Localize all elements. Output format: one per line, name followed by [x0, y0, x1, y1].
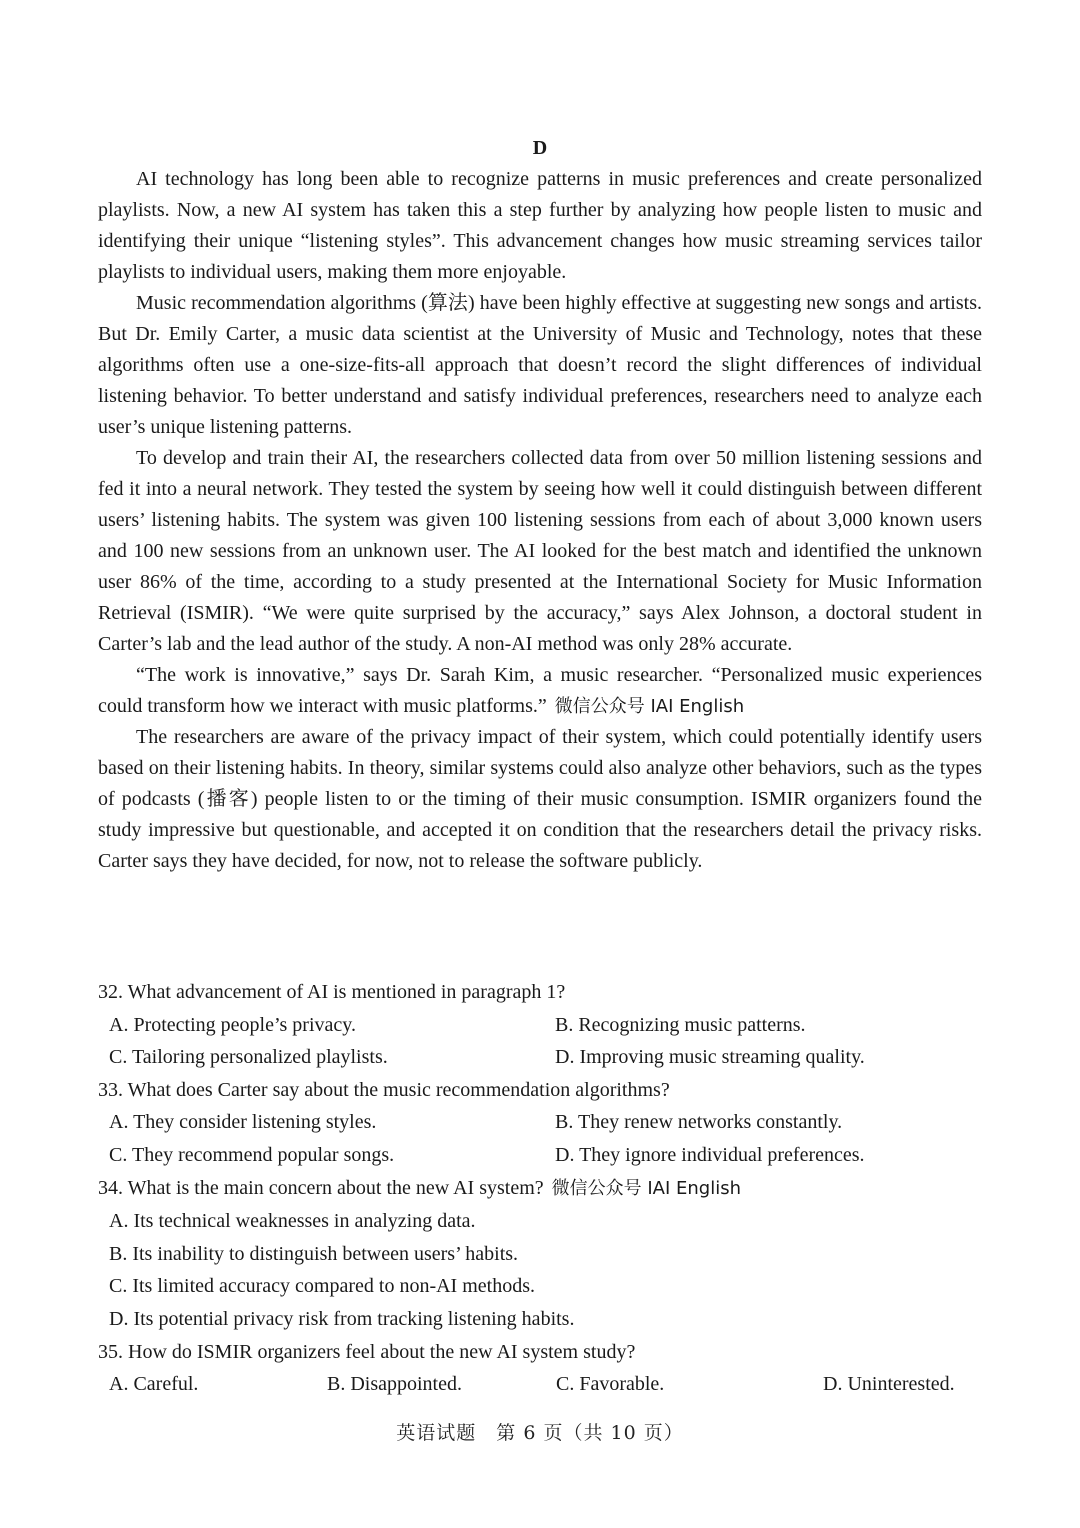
option-c: C. Tailoring personalized playlists. [109, 1046, 388, 1069]
paragraph-1: AI technology has long been able to recognize patterns in music preferences and create personalized playlists. Now, a new AI system has taken this a step further by analyzing how people listen to music and identifying their unique “listening styles”. This advancement changes how music streaming services tailor playlists to individual users, making them more enjoyable. [98, 168, 982, 283]
question-33 [98, 1074, 982, 1172]
watermark-text: 微信公众号 IAI English [551, 1177, 741, 1199]
paragraph-4-text: “The work is innovative,” says Dr. Sarah Kim, a music researcher. “Personalized music experiences could transform how we interact with music platforms.” [98, 664, 982, 717]
question-stem [98, 1172, 982, 1206]
option-d: D. Improving music streaming quality. [555, 1046, 865, 1069]
paragraph-5: The researchers are aware of the privacy impact of their system, which could potentially identify users based on their listening habits. In theory, similar systems could also analyze other behaviors, such as the types of podcasts (播客) people listen to or the timing of their music consumption. ISMIR organizers found the study impressive but questionable, and accepted it on condition that the researchers detail the privacy risks. Carter says they have decided, for now, not to release the software publicly. [98, 726, 982, 872]
option-a: A. Careful. [109, 1373, 199, 1396]
option-c: C. They recommend popular songs. [109, 1143, 395, 1166]
watermark-text: 微信公众号 IAI English [554, 696, 745, 717]
question-stem: 35. How do ISMIR organizers feel about the new AI system study? [98, 1340, 636, 1363]
option-a: A. Its technical weaknesses in analyzing data. [109, 1210, 476, 1233]
option-b: B. Its inability to distinguish between users’ habits. [109, 1242, 519, 1265]
question-32 [98, 976, 982, 1074]
section-title: D [532, 137, 548, 159]
question-stem: 32. What advancement of AI is mentioned in paragraph 1? [98, 981, 566, 1003]
option-d: D. They ignore individual preferences. [555, 1143, 865, 1166]
question-stem: 33. What does Carter say about the music recommendation algorithms? [98, 1078, 670, 1101]
page-footer: 英语试题 第 6 页（共 10 页） [396, 1422, 684, 1444]
option-a: A. They consider listening styles. [109, 1111, 377, 1134]
paragraph-2: Music recommendation algorithms (算法) have been highly effective at suggesting new songs and artists. But Dr. Emily Carter, a music data scientist at the University of Music and Technology, notes that these algorithms often use a one-size-fits-all approach that doesn’t record the slight differences of individual listening behavior. To better understand and satisfy individual preferences, researchers need to analyze each user’s unique listening patterns. [98, 292, 982, 438]
option-b: B. Recognizing music patterns. [555, 1013, 806, 1036]
option-b: B. Disappointed. [327, 1373, 462, 1396]
option-c: C. Its limited accuracy compared to non-AI methods. [109, 1275, 535, 1298]
option-a: A. Protecting people’s privacy. [109, 1013, 356, 1036]
question-stem-text: 34. What is the main concern about the new AI system? [98, 1176, 544, 1199]
question-35 [98, 1336, 982, 1401]
option-c: C. Favorable. [556, 1373, 665, 1396]
paragraph-4 [98, 660, 982, 722]
question-34 [98, 1172, 982, 1336]
paragraph-3: To develop and train their AI, the researchers collected data from over 50 million listening sessions and fed it into a neural network. They tested the system by seeing how well it could distinguish between different users’ listening habits. The system was given 100 listening sessions from each of about 3,000 known users and 100 new sessions from an unknown user. The AI looked for the best match and identified the unknown user 86% of the time, according to a study presented at the International Society for Music Information Retrieval (ISMIR). “We were quite surprised by the accuracy,” says Alex Johnson, a doctoral student in Carter’s lab and the lead author of the study. A non-AI method was only 28% accurate. [98, 447, 982, 655]
option-d: D. Its potential privacy risk from tracking listening habits. [109, 1307, 575, 1330]
questions-section [98, 976, 982, 1401]
option-d: D. Uninterested. [823, 1373, 955, 1396]
option-b: B. They renew networks constantly. [555, 1111, 843, 1134]
passage-section [98, 134, 982, 877]
